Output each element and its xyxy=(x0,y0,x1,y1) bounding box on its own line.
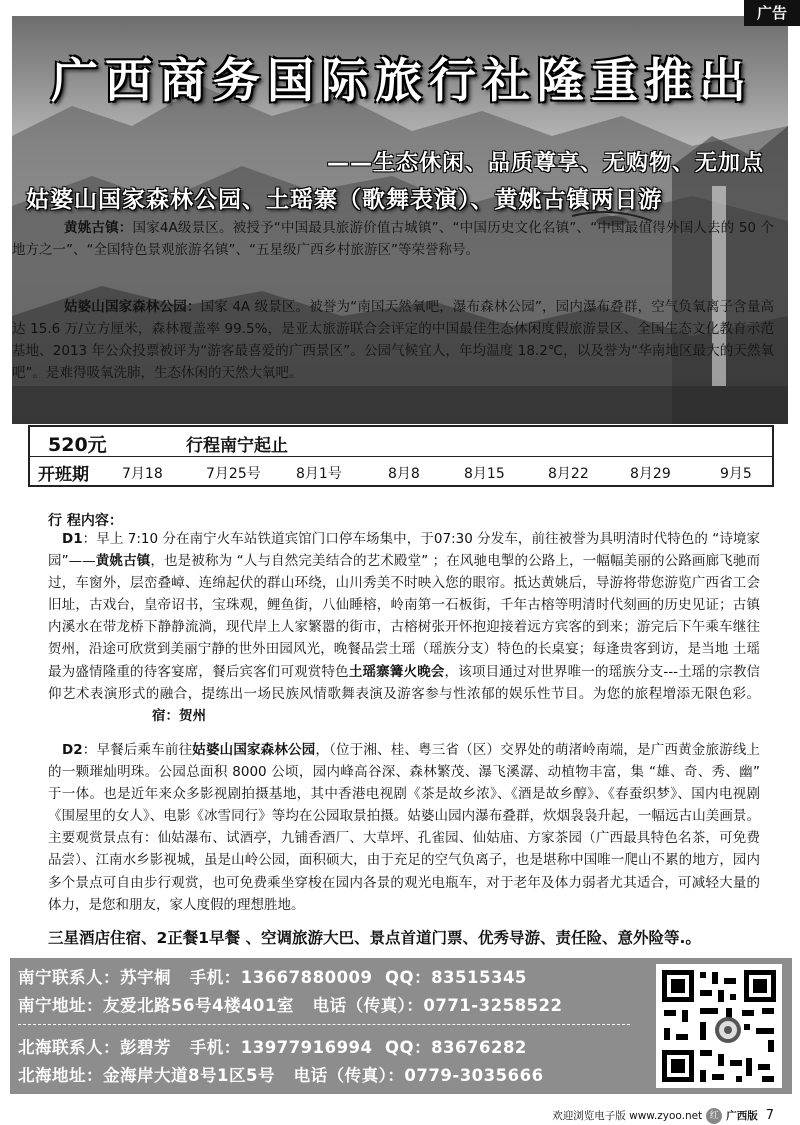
day2-text-a: ：早餐后乘车前往 xyxy=(82,742,193,758)
day2-label: D2 xyxy=(62,742,83,758)
schedule-date: 8月15 xyxy=(464,466,505,482)
footer-text: 欢迎浏览电子版 www.zyoo.net xyxy=(552,1110,703,1122)
schedule-date: 8月22 xyxy=(548,466,589,482)
price: 520元 xyxy=(48,434,107,456)
footer xyxy=(552,1108,774,1124)
itinerary-day2 xyxy=(48,739,760,916)
beihai-address: 北海地址：金海岸大道8号1区5号 电话（传真）：0779-3035666 xyxy=(18,1066,544,1085)
huangyao-text: 国家4A级景区。被授予“中国最具旅游价值古城镇”、“中国历史文化名镇”、“中国最值得外国人去的 50 个地方之一”、“全国特色景观旅游名镇”、“五星级广西乡村旅游区”等荣誉称号。 xyxy=(12,220,775,258)
gupo-text: 国家 4A 级景区。被誉为“南国天然氧吧，瀑布森林公园”，园内瀑布叠群，空气负氧离子含量高达 15.6 万/立方厘米，森林覆盖率 99.5%，是亚太旅游联合会评定的中国最佳生态休闲度假旅游景区、全国生态文化教育示范基地、2013 年公众投票被评为“游客最喜爱的广西景区”。公园气候宜人，年均温度 18.2℃，以及誉为“华南地区最大的天然氧吧”。是难得吸氧洗肺，生态休闲的天然大氧吧。 xyxy=(12,299,774,381)
schedule-date: 8月1号 xyxy=(296,466,342,482)
intro-gupo xyxy=(12,296,774,384)
itinerary-heading: 行 程内容： xyxy=(48,513,123,529)
huangyao-name: 黄姚古镇： xyxy=(64,220,133,236)
publisher-logo-icon: 红 xyxy=(706,1108,722,1124)
day1-accommodation: 宿：贺州 xyxy=(152,707,206,724)
day1-text-c: ，该项目通过对世界唯一的瑶族分支---土瑶的宗教信仰艺术表演形式的融合，提练出一场民族风情歌舞表演及游客参与性浓郁的娱乐性节目。为您的旅程增添无限色彩。 xyxy=(48,663,760,702)
schedule-label: 开班期 xyxy=(38,465,89,485)
day1-text-b: ，也是被称为 “人与自然完美结合的艺术殿堂” ；在风驰电掣的公路上，一幅幅美丽的公路画廊飞驰而过，车窗外，层峦叠嶂、连绵起伏的群山环绕，山川秀美不时映入您的眼帘。抵达黄姚后，导游将带您游览广西省工会旧址，古戏台，皇帝诏书，宝珠观，鲤鱼街，八仙睡榕，岭南第一石板街，千年古榕等明清时代刻画的历史见证；古镇内溪水在带龙桥下静静流淌，现代岸上人家繁嚣的街市，古榕树张开怀抱迎接着远方宾客的到来；游完后下午乘车继往贺州，沿途可欣赏到美丽宁静的世外田园风光，晚餐品尝土瑶（瑶族分支）特色的长桌宴；每逢贵客到访，是当地 土瑶最为盛情隆重的待客宴席，餐后宾客们可观赏特色 xyxy=(48,553,760,680)
page-number: 7 xyxy=(765,1108,774,1123)
schedule-date: 7月25号 xyxy=(206,466,261,482)
beihai-contact: 北海联系人：彭碧芳 手机：13977916994 QQ：83676282 xyxy=(18,1038,527,1057)
day1-text-a: ：早上 7:10 分在南宁火车站铁道宾馆门口停车场集中，于07:30 分发车，前往被誉为具明清时代特色的 “诗境家园”—— xyxy=(48,531,760,570)
ad-tag: 广告 xyxy=(744,0,800,26)
package-includes: 三星酒店住宿、2正餐1早餐 、空调旅游大巴、景点首道门票、优秀导游、责任险、意外险等.。 xyxy=(48,929,701,947)
nanning-contact: 南宁联系人：苏宇桐 手机：13667880009 QQ：83515345 xyxy=(18,968,527,987)
qr-code-icon xyxy=(656,964,782,1088)
gupo-name: 姑婆山国家森林公园： xyxy=(64,299,201,315)
edition-label: 广西版 xyxy=(726,1110,758,1122)
schedule-date: 9月5 xyxy=(720,466,752,482)
main-title: 广西商务国际旅行社隆重推出 xyxy=(51,54,753,109)
qr-code xyxy=(656,964,782,1088)
departure-city: 行程南宁起止 xyxy=(186,436,288,456)
schedule-date: 8月29 xyxy=(630,466,671,482)
intro-huangyao xyxy=(12,217,774,261)
itinerary-day1 xyxy=(48,528,760,727)
schedule-table xyxy=(28,425,774,487)
nanning-address: 南宁地址：友爱北路56号4楼401室 电话（传真）：0771-3258522 xyxy=(18,996,563,1015)
contact-box xyxy=(10,958,792,1094)
day2-text-b: ，（位于湘、桂、粤三省（区）交界处的萌渚岭南端，是广西黄金旅游线上的一颗璀灿明珠。公园总面积 8000 公顷，园内峰高谷深、森林繁茂、瀑飞溪潺、动植物丰富，集 “雄、奇、秀、幽” 于一体。也是近年来众多影视剧拍摄基地，其中香港电视剧《茶是故乡浓》、《酒是故乡醇》、《春蚕织梦》、国内电视剧《围屋里的女人》、电影《冰雪同行》等均在公园取景拍摄。姑婆山园内瀑布叠群，炊烟袅袅升起，一幅远古山美画景。主要观赏景点有：仙姑瀑布、试酒亭，九铺香酒厂、大草坪、孔雀园、仙姑庙、方家茶园（广西最具特色名茶，可免费品尝）、江南水乡影视城，虽是山岭公园，面积硕大，由于充足的空气负离子，也是堪称中国唯一爬山不累的地方，园内多个景点可自由步行观赏，也可免费乘坐穿梭在园内各景的观光电瓶车，对于老年及体力弱者尤其适合，可减轻大量的体力，是您和朋友，家人度假的理想胜地。 xyxy=(48,742,761,913)
day1-label: D1 xyxy=(62,531,83,547)
schedule-header-row xyxy=(30,427,772,457)
slogan: ——生态休闲、品质尊享、无购物、无加点 xyxy=(326,151,764,176)
contact-divider xyxy=(18,1024,630,1025)
day2-highlight-gupo: 姑婆山国家森林公园 xyxy=(192,742,316,758)
schedule-dates-row xyxy=(30,458,772,485)
route-title: 姑婆山国家森林公园、土瑶寨（歌舞表演）、黄姚古镇两日游 xyxy=(26,187,663,213)
day1-highlight-huangyao: 黄姚古镇 xyxy=(95,553,151,570)
schedule-date: 7月18 xyxy=(122,466,163,482)
day1-highlight-bonfire: 土瑶寨篝火晚会 xyxy=(348,663,445,680)
schedule-date: 8月8 xyxy=(388,466,420,482)
